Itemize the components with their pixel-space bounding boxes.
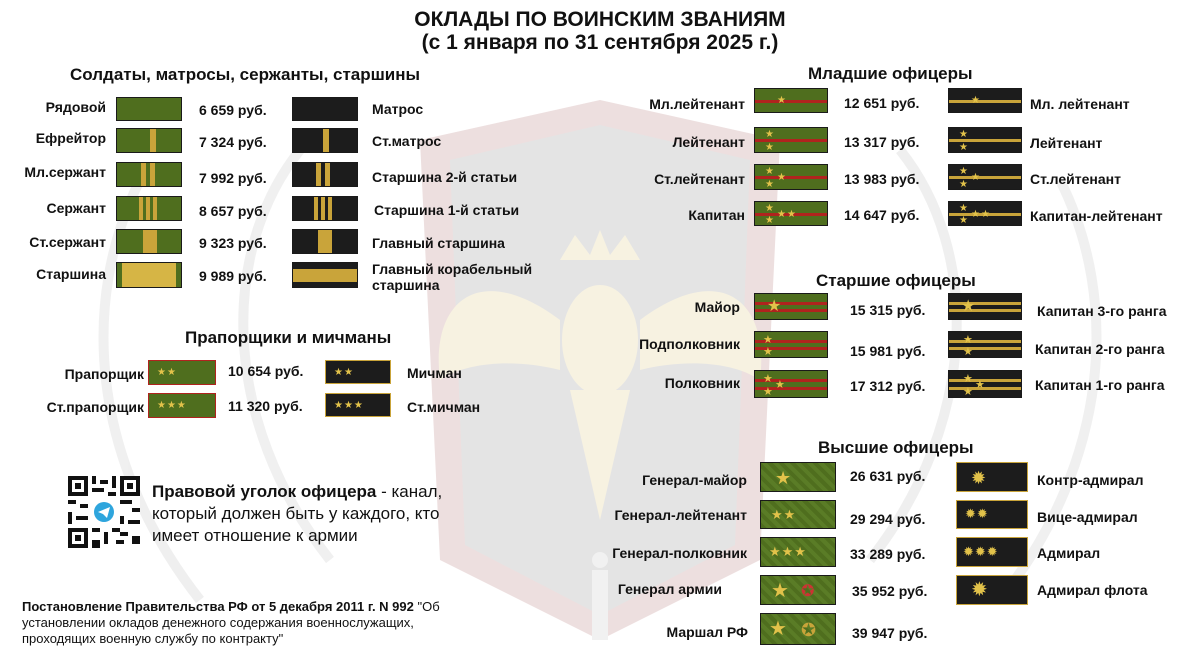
- epaulette-vice-admiral: ✹✹: [956, 500, 1028, 529]
- epaulette-starshina-1: [292, 196, 358, 221]
- epaulette-glavny-korabelny-starshina: [292, 262, 358, 288]
- epaulette-admiral-flota: ✹: [956, 575, 1028, 605]
- epaulette-general-armii: ★ ✪: [760, 575, 836, 605]
- rank-label-efreitor: Ефрейтор: [35, 130, 106, 146]
- rank-label-ryadovoy: Рядовой: [45, 99, 106, 115]
- rank-label-st-matros: Ст.матрос: [372, 133, 442, 149]
- epaulette-starshina-2: [292, 162, 358, 187]
- rank-label-starshina-1: Старшина 1-й статьи: [374, 202, 520, 218]
- rank-label-praporshchik: Прапорщик: [64, 366, 144, 382]
- decree-text: [22, 599, 562, 647]
- rank-label-glavny-starshina: Главный старшина: [372, 235, 505, 251]
- epaulette-st-matros: [292, 128, 358, 153]
- epaulette-podpolkovnik: ★ ★: [754, 331, 828, 358]
- epaulette-serzhant: [116, 196, 182, 221]
- rank-label-serzhant: Сержант: [46, 200, 106, 216]
- promo-text-1: - канал,: [376, 482, 443, 501]
- epaulette-michman: ★★: [325, 360, 391, 384]
- epaulette-st-serzhant: [116, 229, 182, 254]
- epaulette-starshina: [116, 262, 182, 288]
- epaulette-st-leitenant-navy: ★ ★ ★: [948, 164, 1022, 190]
- decree-text-2: установлении окладов денежного содержания военнослужащих,: [22, 615, 414, 630]
- rank-label-leitenant-navy: Лейтенант: [1030, 135, 1103, 151]
- section-junior-heading: Младшие офицеры: [808, 64, 973, 83]
- rank-label-starshina-2: Старшина 2-й статьи: [372, 169, 518, 185]
- rank-label-kapitan: Капитан: [688, 207, 745, 223]
- section-soldiers-heading: Солдаты, матросы, сержанты, старшины: [70, 65, 421, 84]
- salary-st-leitenant: 13 983 руб.: [844, 171, 920, 187]
- promo-text: [152, 481, 492, 547]
- qr-code-icon[interactable]: [68, 476, 140, 548]
- epaulette-polkovnik: ★ ★ ★: [754, 370, 828, 398]
- decree-text-1: "Об: [413, 599, 440, 614]
- salary-ml-serzhant: 7 992 руб.: [199, 170, 267, 186]
- epaulette-st-leitenant: ★ ★ ★: [754, 164, 828, 190]
- rank-label-st-leitenant: Ст.лейтенант: [654, 171, 745, 187]
- rank-label-marshal: Маршал РФ: [666, 624, 748, 640]
- page-title: ОКЛАДЫ ПО ВОИНСКИМ ЗВАНИЯМ: [414, 8, 786, 31]
- rank-label-st-michman: Ст.мичман: [407, 399, 481, 415]
- rank-label-starshina: Старшина: [36, 266, 106, 282]
- salary-leitenant: 13 317 руб.: [844, 134, 920, 150]
- salary-marshal: 39 947 руб.: [852, 625, 928, 641]
- epaulette-praporshchik: ★★: [148, 360, 216, 385]
- epaulette-general-polkovnik: ★★★: [760, 537, 836, 567]
- rank-label-general-polkovnik: Генерал-полковник: [612, 545, 747, 561]
- epaulette-leitenant-navy: ★ ★: [948, 127, 1022, 153]
- section-highest-heading: Высшие офицеры: [818, 438, 974, 457]
- epaulette-marshal: ★ ✪: [760, 613, 836, 645]
- decree-title: Постановление Правительства РФ от 5 декабря 2011 г. N 992: [22, 599, 414, 614]
- salary-serzhant: 8 657 руб.: [199, 203, 267, 219]
- rank-label-st-praporshchik: Ст.прапорщик: [46, 399, 144, 415]
- epaulette-admiral: ✹✹✹: [956, 537, 1028, 567]
- page-subtitle: (с 1 января по 31 сентября 2025 г.): [421, 31, 779, 54]
- rank-label-ml-leitenant: Мл.лейтенант: [649, 96, 745, 112]
- epaulette-ml-leitenant: ★: [754, 88, 828, 113]
- rank-label-podpolkovnik: Подполковник: [639, 336, 740, 352]
- epaulette-efreitor: [116, 128, 182, 153]
- rank-label-ml-serzhant: Мл.сержант: [24, 164, 106, 180]
- salary-polkovnik: 17 312 руб.: [850, 378, 926, 394]
- rank-label-ml-leitenant-navy: Мл. лейтенант: [1030, 96, 1130, 112]
- epaulette-leitenant: ★ ★: [754, 127, 828, 153]
- salary-st-praporshchik: 11 320 руб.: [228, 398, 303, 414]
- rank-label-vice-admiral: Вице-адмирал: [1037, 509, 1138, 525]
- salary-general-armii: 35 952 руб.: [852, 583, 928, 599]
- rank-label-glavny-korabelny-line1: Главный корабельный: [372, 261, 533, 277]
- rank-label-michman: Мичман: [407, 365, 462, 381]
- epaulette-kapitan-leitenant: ★ ★ ★★: [948, 201, 1022, 226]
- epaulette-kapitan-3: ★: [948, 293, 1022, 320]
- epaulette-ml-leitenant-navy: ★: [948, 88, 1022, 113]
- rank-label-polkovnik: Полковник: [664, 375, 740, 391]
- epaulette-kontr-admiral: ✹: [956, 462, 1028, 492]
- rank-label-general-leitenant: Генерал-лейтенант: [614, 507, 747, 523]
- epaulette-kapitan: ★ ★ ★★: [754, 201, 828, 226]
- epaulette-mayor: ★: [754, 293, 828, 320]
- rank-label-leitenant: Лейтенант: [672, 134, 745, 150]
- epaulette-ml-serzhant: [116, 162, 182, 187]
- salary-podpolkovnik: 15 981 руб.: [850, 343, 926, 359]
- salary-general-polkovnik: 33 289 руб.: [850, 546, 926, 562]
- salary-general-leitenant: 29 294 руб.: [850, 511, 926, 527]
- salary-ryadovoy: 6 659 руб.: [199, 102, 267, 118]
- salary-kapitan: 14 647 руб.: [844, 207, 920, 223]
- epaulette-glavny-starshina: [292, 229, 358, 254]
- rank-label-kapitan-2: Капитан 2-го ранга: [1035, 341, 1165, 357]
- epaulette-st-praporshchik: ★★★: [148, 393, 216, 418]
- salary-ml-leitenant: 12 651 руб.: [844, 95, 920, 111]
- salary-starshina: 9 989 руб.: [199, 268, 267, 284]
- rank-label-general-mayor: Генерал-майор: [642, 472, 747, 488]
- rank-label-matros: Матрос: [372, 101, 424, 117]
- rank-label-glavny-korabelny-line2: старшина: [372, 277, 440, 293]
- epaulette-general-mayor: ★: [760, 462, 836, 492]
- epaulette-kapitan-2: ★ ★: [948, 331, 1022, 358]
- rank-label-kapitan-1: Капитан 1-го ранга: [1035, 377, 1165, 393]
- promo-text-3: имеет отношение к армии: [152, 526, 358, 545]
- epaulette-st-michman: ★★★: [325, 393, 391, 417]
- rank-label-general-armii: Генерал армии: [617, 581, 722, 597]
- rank-label-st-leitenant-navy: Ст.лейтенант: [1030, 171, 1121, 187]
- rank-label-admiral: Адмирал: [1037, 545, 1101, 561]
- salary-general-mayor: 26 631 руб.: [850, 468, 926, 484]
- epaulette-ryadovoy: [116, 97, 182, 121]
- salary-mayor: 15 315 руб.: [850, 302, 926, 318]
- epaulette-matros: [292, 97, 358, 121]
- salary-efreitor: 7 324 руб.: [199, 134, 267, 150]
- promo-channel-name[interactable]: Правовой уголок офицера: [152, 482, 377, 501]
- rank-label-mayor: Майор: [694, 299, 740, 315]
- epaulette-kapitan-1: ★ ★ ★: [948, 370, 1022, 398]
- promo-text-2: который должен быть у каждого, кто: [152, 504, 440, 523]
- salary-st-serzhant: 9 323 руб.: [199, 235, 267, 251]
- rank-label-admiral-flota: Адмирал флота: [1037, 582, 1148, 598]
- section-warrant-heading: Прапорщики и мичманы: [185, 328, 392, 347]
- epaulette-general-leitenant: ★★: [760, 500, 836, 529]
- salary-praporshchik: 10 654 руб.: [228, 363, 304, 379]
- section-senior-heading: Старшие офицеры: [816, 271, 976, 290]
- rank-label-kapitan-leitenant: Капитан-лейтенант: [1030, 208, 1163, 224]
- rank-label-kontr-admiral: Контр-адмирал: [1037, 472, 1144, 488]
- decree-text-3: проходящих военную службу по контракту": [22, 631, 284, 646]
- rank-label-st-serzhant: Ст.сержант: [29, 234, 106, 250]
- rank-label-kapitan-3: Капитан 3-го ранга: [1037, 303, 1167, 319]
